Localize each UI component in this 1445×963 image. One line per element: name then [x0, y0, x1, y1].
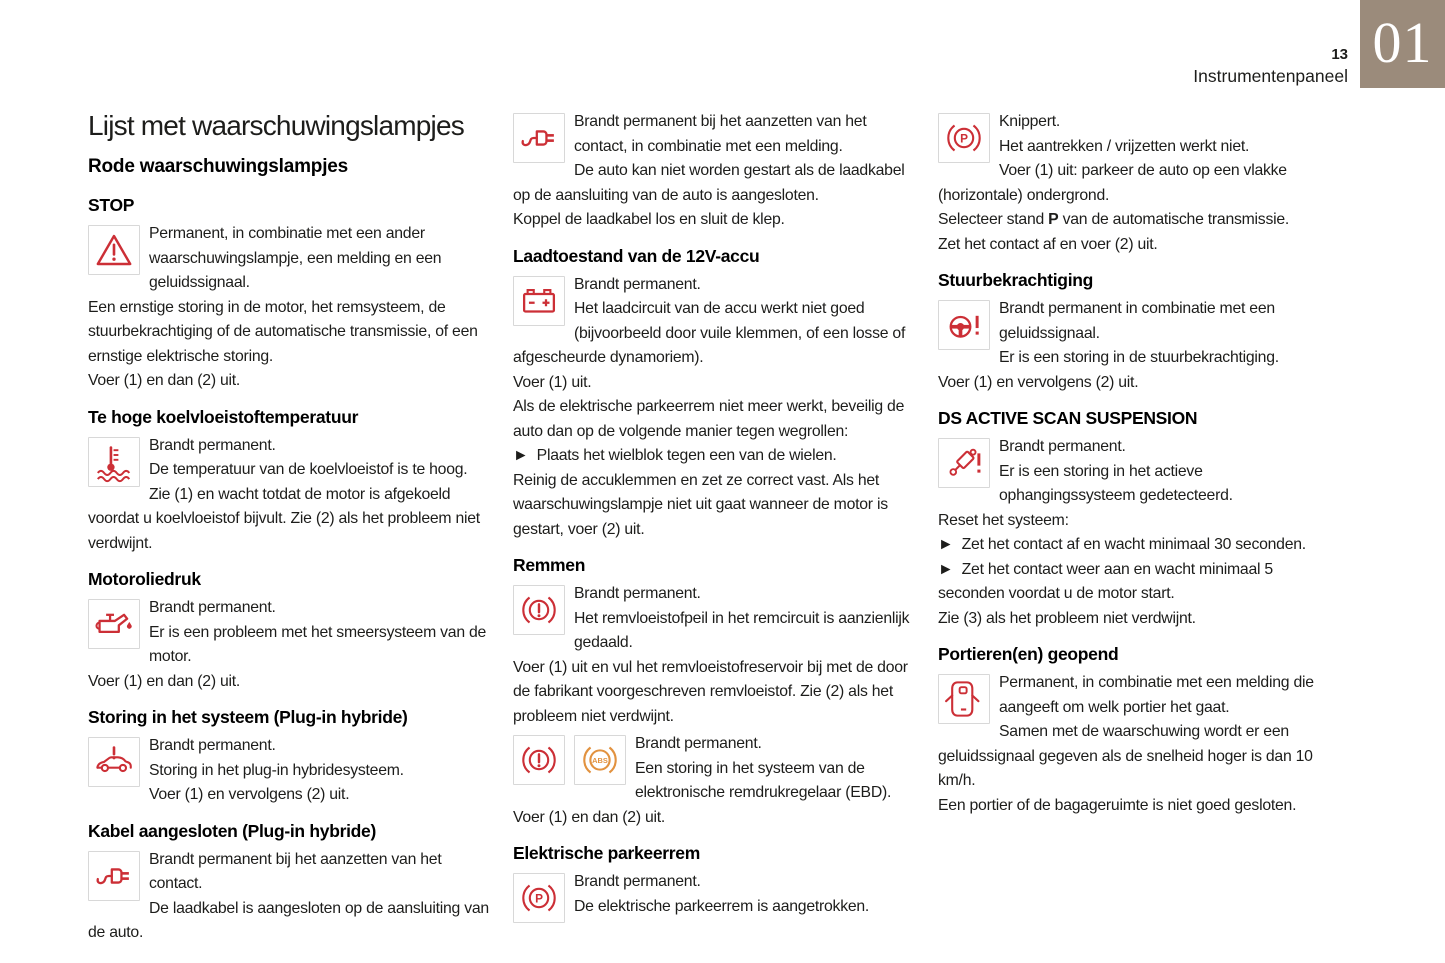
paragraph: Voer (1) en dan (2) uit. — [513, 808, 666, 826]
paragraph: Brandt permanent. — [574, 275, 701, 293]
section-heading-battery: Laadtoestand van de 12V-accu — [513, 245, 760, 266]
warning-entry-parking-brake-blink — [938, 110, 1340, 257]
warning-entry-stop — [88, 222, 490, 394]
section-heading-parking-brake: Elektrische parkeerrem — [513, 843, 700, 863]
paragraph: Brandt permanent in combinatie met een geluidssignaal. — [999, 300, 1275, 342]
paragraph: Voer (1) uit: parkeer de auto op een vlakke (horizontale) ondergrond. — [938, 162, 1287, 204]
page-number: 13 — [1331, 46, 1348, 63]
paragraph: Er is een storing in het actieve ophangingssysteem gedetecteerd. — [999, 462, 1233, 504]
page-header — [1193, 46, 1348, 86]
column-2 — [513, 110, 915, 949]
paragraph: Brandt permanent. — [149, 599, 276, 616]
hybrid-system-warning-icon — [88, 737, 140, 787]
charging-cable-icon — [513, 113, 565, 163]
warning-entry-cable — [88, 848, 490, 946]
text-run-bold: P — [1048, 211, 1059, 228]
paragraph: Er is een storing in de stuurbekrachtiging. — [999, 349, 1279, 366]
section-heading-stop: STOP — [88, 195, 135, 215]
paragraph: Brandt permanent bij het aanzetten van het contact, in combinatie met een melding. — [574, 113, 867, 155]
power-steering-warning-icon — [938, 300, 990, 350]
parking-brake-icon — [938, 113, 990, 163]
page-subtitle: Rode waarschuwingslampjes — [88, 156, 349, 177]
paragraph: Voer (1) uit en vul het remvloeistofreservoir bij met de door de fabrikant voorgeschreven remvloeistof. Zie (2) als het probleem niet verdwijnt. — [513, 658, 908, 725]
paragraph: Brandt permanent. — [149, 436, 276, 454]
paragraph: Voer (1) en dan (2) uit. — [88, 372, 241, 389]
paragraph: Het remvloeistofpeil in het remcircuit is aanzienlijk gedaald. — [574, 609, 910, 651]
paragraph: Samen met de waarschuwing wordt er een geluidssignaal gegeven als de snelheid hoger is dan 10 km/h. — [938, 723, 1313, 789]
warning-entry-doors — [938, 671, 1340, 818]
paragraph: Voer (1) en vervolgens (2) uit. — [149, 786, 350, 803]
paragraph: Brandt permanent. — [574, 873, 701, 890]
section-heading-coolant: Te hoge koelvloeistoftemperatuur — [88, 406, 359, 427]
paragraph: Reset het systeem: — [938, 511, 1069, 529]
content-columns — [88, 110, 1340, 949]
warning-entry-cable-message — [513, 110, 915, 233]
coolant-temperature-icon — [88, 437, 140, 487]
chapter-number: 01 — [1372, 10, 1433, 75]
warning-entry-parking-brake — [513, 870, 915, 926]
brake-warning-icon — [513, 585, 565, 635]
engine-oil-pressure-icon — [88, 599, 140, 649]
warning-entry-oil — [88, 596, 490, 694]
paragraph: ► Plaats het wielblok tegen een van de wielen. — [513, 447, 837, 464]
section-heading-hybrid-fault: Storing in het systeem (Plug-in hybride) — [88, 707, 408, 727]
paragraph: Brandt permanent. — [149, 737, 276, 754]
warning-entry-hybrid-fault — [88, 734, 490, 808]
paragraph: Storing in het plug-in hybridesysteem. — [149, 761, 404, 779]
paragraph: Reinig de accuklemmen en zet ze correct vast. Als het waarschuwingslampje niet uit gaat wanneer de motor is gestart, voer (2) uit. — [513, 471, 888, 538]
doors-open-icon — [938, 674, 990, 724]
section-heading-doors: Portieren(en) geopend — [938, 644, 1119, 664]
paragraph: Zet het contact af en voer (2) uit. — [938, 235, 1158, 253]
paragraph: De elektrische parkeerrem is aangetrokken. — [574, 897, 870, 915]
suspension-warning-icon — [938, 438, 990, 488]
text-run: Selecteer stand — [938, 211, 1049, 228]
paragraph: Permanent, in combinatie met een ander waarschuwingslampje, een melding en een geluidssignaal. — [149, 225, 442, 291]
abs-warning-icon — [574, 735, 626, 785]
brake-warning-icon — [513, 735, 565, 785]
paragraph: De temperatuur van de koelvloeistof is te hoog. — [149, 461, 468, 478]
paragraph: Het laadcircuit van de accu werkt niet goed (bijvoorbeeld door vuile klemmen, of een losse of afgescheurde dynamoriem). — [513, 300, 906, 366]
charging-cable-icon — [88, 851, 140, 901]
warning-entry-steering — [938, 297, 1340, 395]
column-3 — [938, 110, 1340, 949]
paragraph: De auto kan niet worden gestart als de laadkabel op de aansluiting van de auto is aangesloten. — [513, 162, 905, 204]
warning-entry-battery — [513, 273, 915, 543]
paragraph: ► Zet het contact af en wacht minimaal 30 seconden. — [938, 536, 1306, 553]
paragraph: Als de elektrische parkeerrem niet meer werkt, beveilig de auto dan op de volgende manier tegen wegrollen: — [513, 398, 905, 440]
warning-entry-suspension — [938, 435, 1340, 631]
chapter-number-box — [1360, 0, 1445, 88]
paragraph: Permanent, in combinatie met een melding die aangeeft om welk portier het gaat. — [999, 674, 1314, 716]
paragraph: Brandt permanent. — [574, 585, 701, 602]
paragraph: Zie (3) als het probleem niet verdwijnt. — [938, 609, 1196, 627]
section-heading-brakes: Remmen — [513, 555, 586, 575]
warning-entry-coolant — [88, 434, 490, 557]
paragraph: Voer (1) uit. — [513, 373, 592, 391]
paragraph: Voer (1) en vervolgens (2) uit. — [938, 373, 1139, 391]
paragraph: Een storing in het systeem van de elektronische remdrukregelaar (EBD). — [635, 759, 892, 801]
section-heading-oil: Motoroliedruk — [88, 569, 201, 589]
paragraph: Brandt permanent bij het aanzetten van het contact. — [149, 850, 442, 892]
paragraph: Een portier of de bagageruimte is niet goed gesloten. — [938, 796, 1297, 814]
chapter-title: Instrumentenpaneel — [1193, 66, 1348, 87]
section-heading-cable: Kabel aangesloten (Plug-in hybride) — [88, 820, 377, 841]
paragraph: Een ernstige storing in de motor, het remsysteem, de stuurbekrachtiging of de automatische transmissie, of een ernstige elektrische storing. — [88, 298, 478, 365]
battery-charge-icon — [513, 276, 565, 326]
paragraph: Voer (1) en dan (2) uit. — [88, 672, 241, 690]
paragraph: De laadkabel is aangesloten op de aansluiting van de auto. — [88, 899, 489, 941]
paragraph: ► Zet het contact weer aan en wacht minimaal 5 seconden voordat u de motor start. — [938, 560, 1273, 602]
paragraph: Brandt permanent. — [999, 438, 1126, 455]
column-1 — [88, 110, 490, 949]
paragraph: Koppel de laadkabel los en sluit de klep. — [513, 211, 785, 228]
paragraph: Het aantrekken / vrijzetten werkt niet. — [999, 137, 1250, 155]
section-heading-suspension: DS ACTIVE SCAN SUSPENSION — [938, 408, 1198, 428]
warning-entry-brake-fluid — [513, 582, 915, 729]
text-run: van de automatische transmissie. — [1058, 211, 1290, 228]
paragraph: Er is een probleem met het smeersysteem van de motor. — [149, 623, 487, 665]
parking-brake-icon — [513, 873, 565, 923]
paragraph: Zie (1) en wacht totdat de motor is afgekoeld voordat u koelvloeistof bijvult. Zie (2) als het probleem niet verdwijnt. — [88, 485, 480, 552]
section-heading-steering: Stuurbekrachtiging — [938, 270, 1094, 290]
paragraph — [938, 208, 1340, 233]
warning-entry-ebd — [513, 732, 915, 830]
warning-triangle-icon — [88, 225, 140, 275]
paragraph: Knippert. — [999, 113, 1060, 130]
paragraph: Brandt permanent. — [635, 735, 762, 752]
page-title: Lijst met waarschuwingslampjes — [88, 110, 464, 141]
